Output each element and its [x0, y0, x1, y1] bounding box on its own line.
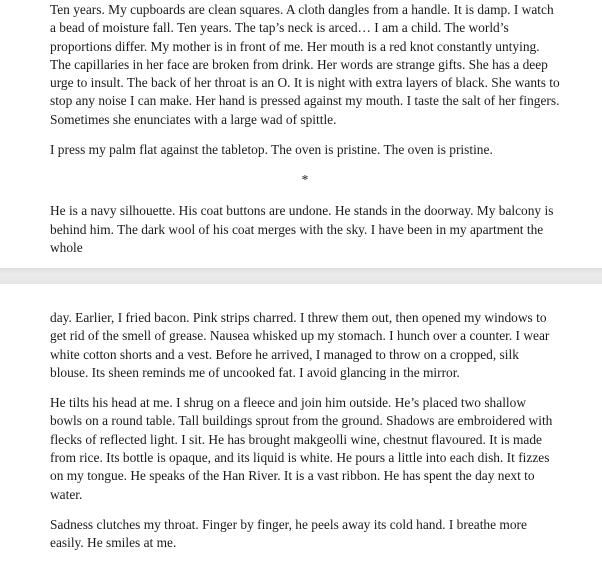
page-1 [0, 0, 602, 268]
paragraph: I press my palm flat against the tabletop. The oven is pristine. The oven is pristine. [50, 142, 493, 158]
paragraph: day. Earlier, I fried bacon. Pink strips charred. I threw them out, then opened my windows to get rid of the smell of grease. Nausea whisked up my stomach. I hunch over a counter. I wear white cotton shorts and a vest. Before he arrived, I managed to throw on a cropped, silk blouse. Its sheen reminds me of uncooked fat. I avoid glancing in the mirror. [50, 310, 550, 380]
paragraph: Sadness clutches my throat. Finger by finger, he peels away its cold hand. I breathe more easily. He smiles at me. [50, 516, 527, 551]
page-separator [0, 268, 602, 284]
page-2-text [50, 309, 560, 565]
section-break: * [301, 172, 309, 188]
page-1-text [50, 1, 560, 269]
page-2 [0, 284, 602, 551]
paragraph: Ten years. My cupboards are clean squares. A cloth dangles from a handle. It is damp. I watch a bead of moisture fall. Ten years. The tap’s neck is arced… I am a child. The world’s proportions differ. My mother is in front of me. Her mouth is a red knot constantly untying. The capillaries in her face are broken from drink. Her words are strange gifts. She has a deep urge to insult. The back of her throat is an O. It is night with extra layers of black. She wants to stop any noise I can make. Her hand is pressed against my mouth. I taste the salt of her fingers. Sometimes she enunciates with a large wad of spittle. [50, 2, 560, 127]
paragraph: He is a navy silhouette. His coat buttons are undone. He stands in the doorway. My balcony is behind him. The dark wool of his coat merges with the sky. I have been in my apartment the whole [50, 203, 554, 255]
paragraph: He tilts his head at me. I shrug on a fleece and join him outside. He’s placed two shallow bowls on a round table. Tall buildings sprout from the ground. Shadows are embroidered with flecks of reflected light. I sit. He has brought makgeolli wine, chestnut flavoured. It is made from rice. Its bottle is opaque, and its liquid is white. He pours a little into each dish. It fizzes on my tongue. He speaks of the Han River. It is a vast ribbon. He has spent the day next to water. [50, 395, 553, 502]
